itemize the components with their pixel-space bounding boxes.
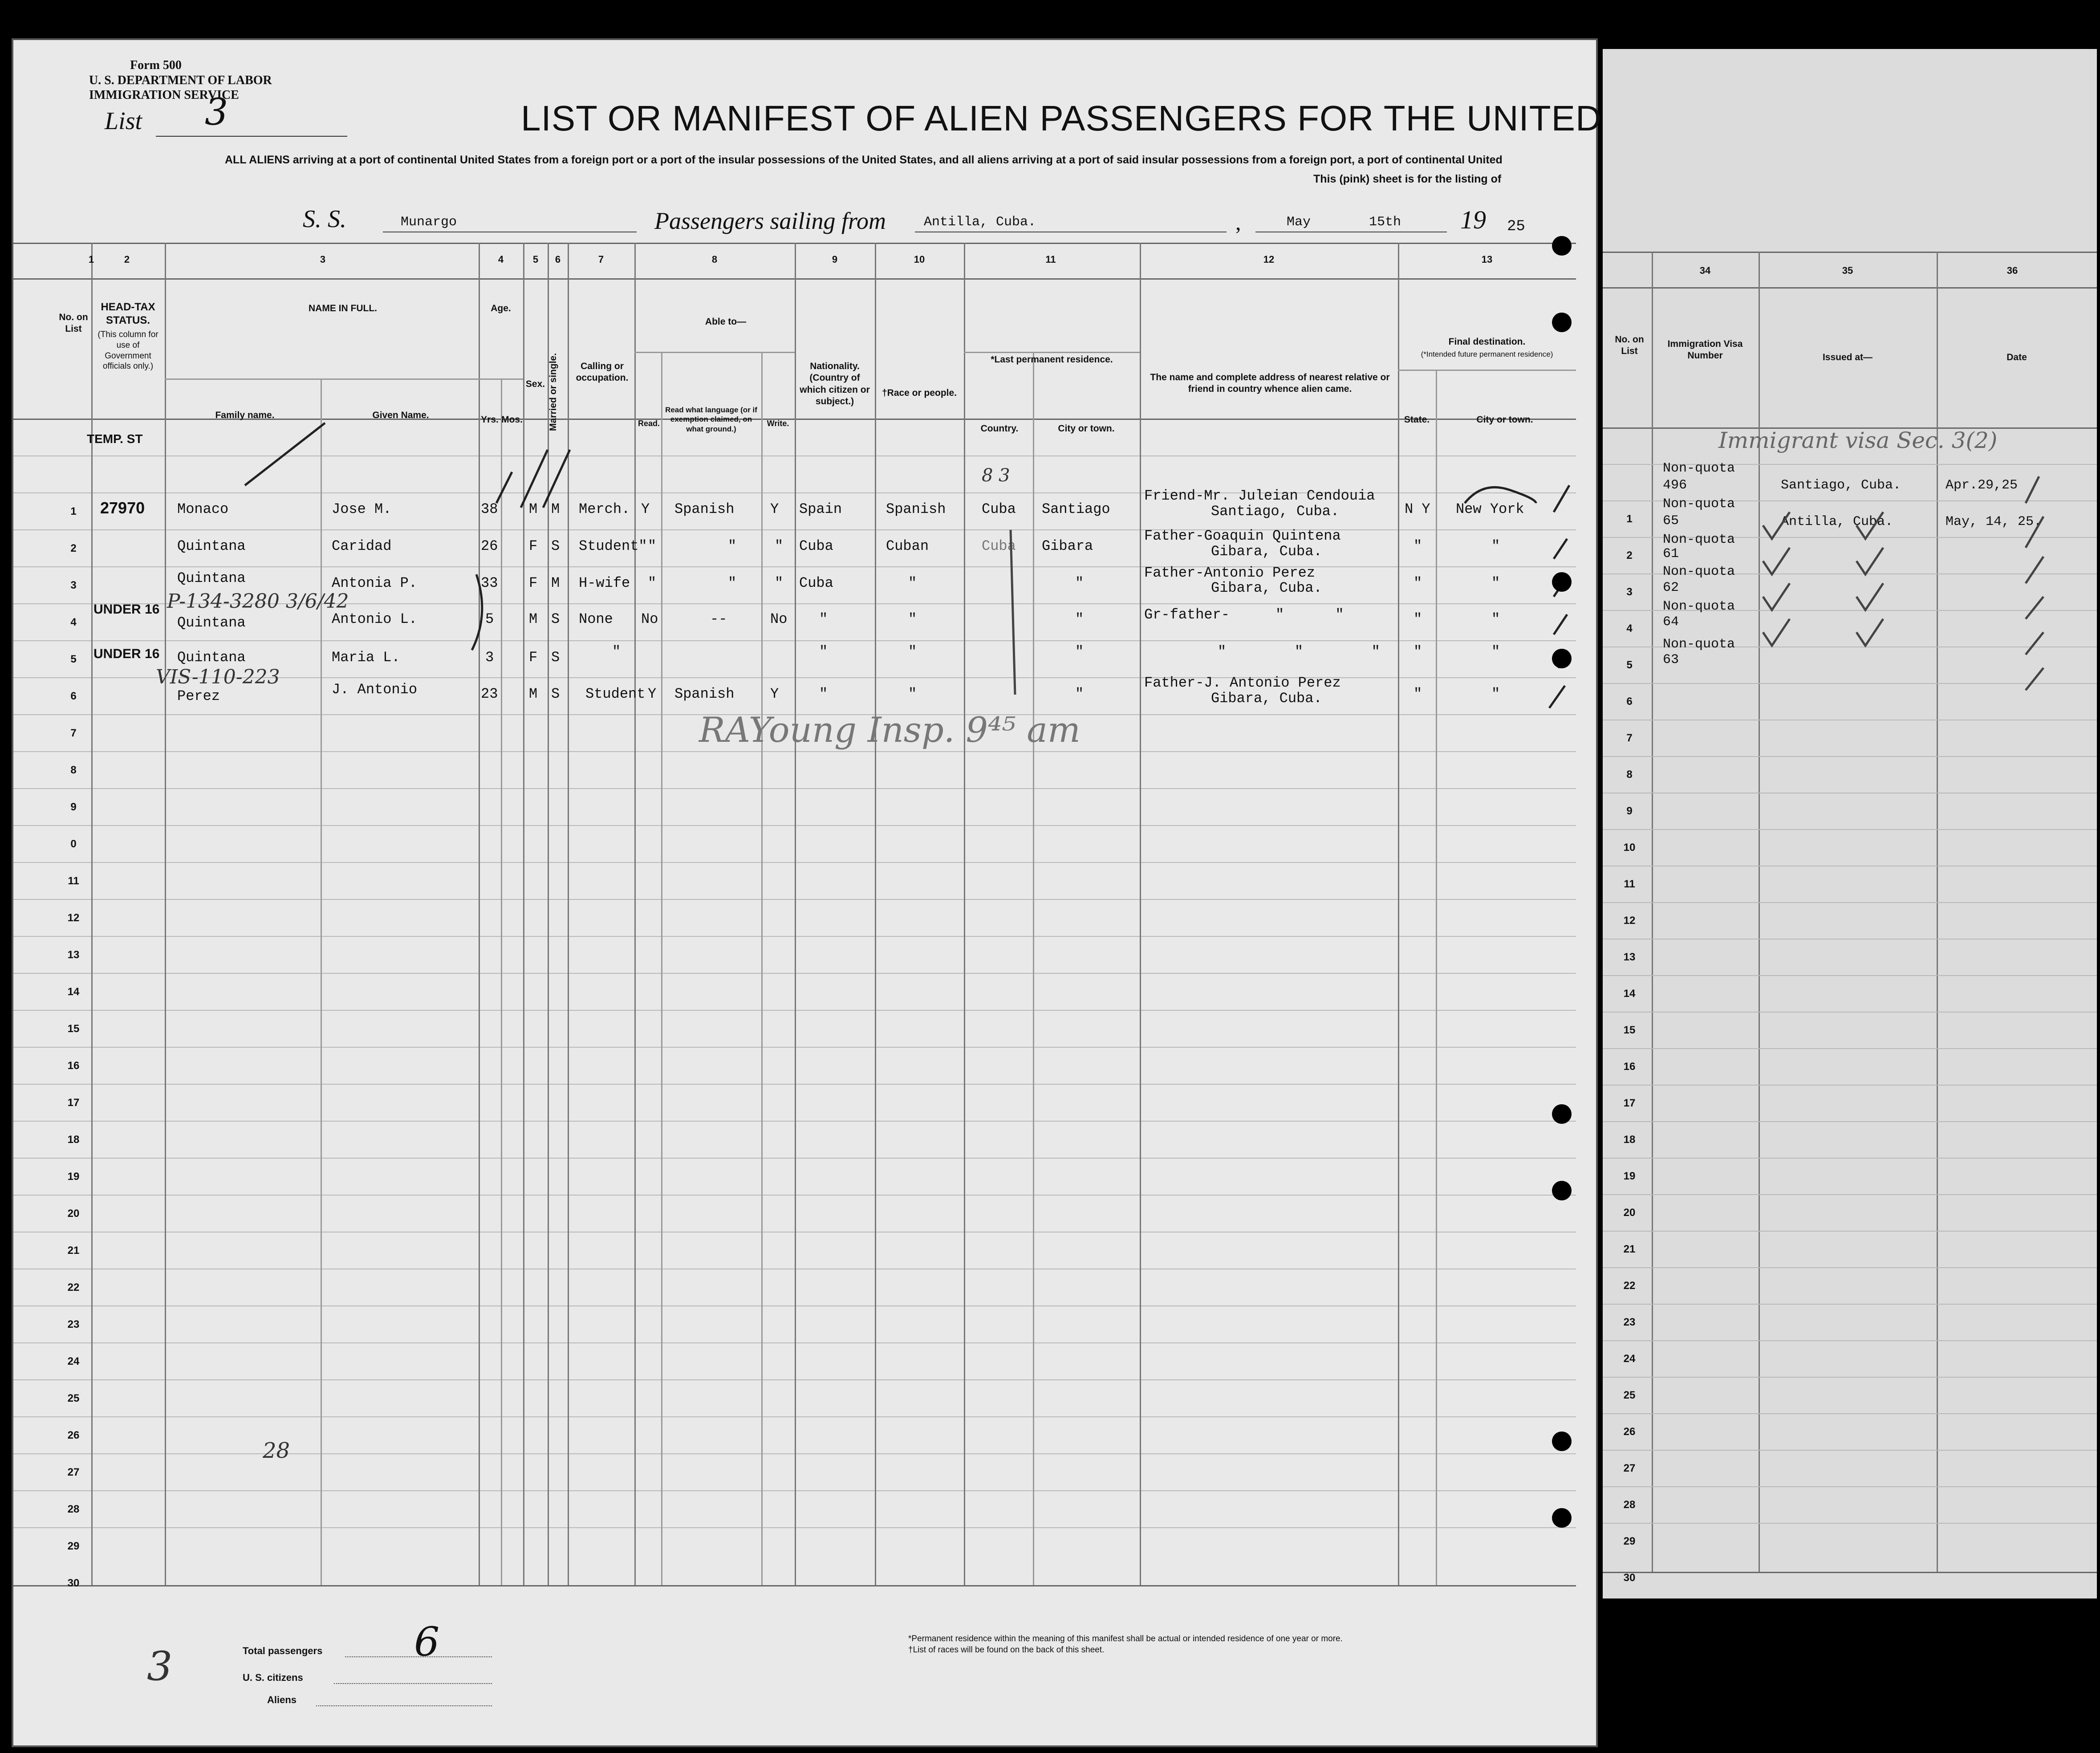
row-number: 30 (67, 1577, 80, 1589)
sex: F (529, 538, 538, 554)
header-no-on-list: No. on List (59, 312, 88, 334)
residence-city: Gibara (1042, 538, 1093, 554)
destination-city: " (1491, 611, 1500, 627)
visa-type: Non-quota (1663, 564, 1735, 579)
header-final-destination: Final destination. (1448, 337, 1526, 347)
occupation: Student (585, 686, 646, 702)
age-years: 5 (485, 611, 494, 627)
row-number: 27 (67, 1466, 80, 1478)
residence-city: " (1075, 575, 1084, 591)
us-citizens-label: U. S. citizens (243, 1672, 303, 1683)
age-years: 23 (481, 686, 498, 702)
visa-type: Non-quota (1663, 496, 1735, 512)
footnote-1: *Permanent residence within the meaning of this manifest shall be actual or intended residence of one year or more. (908, 1634, 1343, 1643)
row-number: 25 (67, 1392, 80, 1404)
header-mos: Mos. (501, 415, 523, 425)
header-family-name: Family name. (215, 410, 275, 420)
row-number: 12 (67, 912, 80, 924)
row-number: 13 (67, 949, 80, 961)
name-strike-line (245, 423, 325, 485)
relative-address: Gibara, Cuba. (1211, 690, 1322, 707)
header-read: Read. (638, 419, 660, 428)
age-years: 26 (481, 538, 498, 554)
header-read-language: Read what language (or if exemption claimed, on what ground.) (665, 406, 757, 433)
header-given-name: Given Name. (372, 410, 429, 420)
head-tax-number: 27970 (100, 499, 145, 517)
row-number: 25 (1623, 1389, 1636, 1401)
relative-name: Gr-father- (1144, 606, 1230, 623)
row-number: 29 (1623, 1535, 1636, 1547)
visa-number: 63 (1663, 652, 1679, 667)
row-number: 18 (67, 1134, 80, 1146)
race: " (908, 643, 917, 660)
visa-type: Non-quota (1663, 532, 1735, 547)
visa-sheet (1603, 49, 2097, 1598)
destination-city: " (1491, 538, 1500, 554)
header-city: City or town. (1058, 423, 1115, 434)
header-relative: The name and complete address of nearest relative or friend in country whence alien came. (1150, 372, 1390, 395)
row-number: 30 (1623, 1572, 1636, 1584)
header-name-in-full: NAME IN FULL. (309, 303, 377, 313)
destination-state: N Y (1405, 501, 1430, 517)
colnum-10: 10 (914, 254, 925, 265)
language: Spanish (674, 501, 735, 517)
header-state: State. (1404, 415, 1430, 425)
service: IMMIGRATION SERVICE (89, 88, 239, 102)
row-number: 3 (70, 579, 77, 591)
total-passengers-value: 6 (414, 1619, 440, 1665)
row-number: 22 (67, 1281, 80, 1293)
manifest-sheet (13, 40, 1602, 1745)
marital-status: M (551, 501, 560, 517)
visa-type: Non-quota (1663, 637, 1735, 652)
header-race: †Race or people. (881, 388, 957, 398)
row-number: 29 (67, 1540, 80, 1552)
header-able-to: Able to— (705, 317, 747, 327)
family-name: Quintana (177, 538, 246, 554)
temp-stamp: TEMP. ST (87, 432, 143, 446)
punch-hole (1552, 572, 1572, 592)
row-number: 19 (1623, 1170, 1636, 1182)
destination-city: New York (1456, 501, 1524, 517)
language: -- (710, 611, 727, 627)
row-number: 9 (70, 801, 77, 813)
can-write: Y (770, 501, 779, 517)
punch-hole (1552, 236, 1572, 256)
relative-address: Gibara, Cuba. (1211, 580, 1322, 596)
row-number: 11 (1624, 878, 1635, 890)
family-name: Monaco (177, 501, 229, 517)
visa-number: 64 (1663, 614, 1679, 630)
row-number: 22 (1623, 1280, 1636, 1292)
relative-address: Gibara, Cuba. (1211, 543, 1322, 560)
family-name: Quintana (177, 649, 246, 666)
can-read: No (641, 611, 658, 627)
header-country: Country. (980, 423, 1019, 434)
sex: M (529, 611, 538, 627)
aliens-line (316, 1705, 492, 1706)
marital-status: S (551, 611, 560, 627)
occupation: Student" (579, 538, 647, 554)
can-read: " (648, 575, 657, 591)
year-prefix: 19 (1460, 205, 1486, 234)
language: " (728, 575, 737, 591)
colnum-9: 9 (832, 254, 838, 265)
row-number: 23 (1623, 1316, 1636, 1328)
colnum-1: 1 (88, 254, 94, 265)
row-number: 13 (1623, 951, 1636, 963)
destination-city: " (1491, 575, 1500, 591)
row-number: 28 (1623, 1499, 1636, 1511)
row-number: 7 (1626, 732, 1633, 744)
visa-check-marks (1603, 49, 2097, 1598)
row-number: 24 (1623, 1353, 1636, 1365)
comma-1: , (1235, 210, 1241, 235)
row-number: 17 (67, 1097, 80, 1109)
departure-port: Antilla, Cuba. (924, 215, 1036, 230)
row-number: 10 (1623, 842, 1636, 854)
year-suffix: 25 (1507, 218, 1525, 235)
row-number: 11 (68, 875, 79, 887)
colnum-13: 13 (1481, 254, 1493, 265)
header-sex: Sex. (525, 379, 545, 389)
nationality: " (819, 643, 828, 660)
row-number: 21 (1623, 1243, 1636, 1255)
row-number: 12 (1623, 915, 1636, 927)
list-number: 3 (205, 91, 228, 134)
colnum-7: 7 (598, 254, 604, 265)
row-number: 4 (1626, 622, 1633, 634)
colnum-5: 5 (532, 254, 539, 265)
row-number: 20 (67, 1208, 80, 1220)
row-number: 26 (67, 1429, 80, 1441)
head-tax-status: UNDER 16 (93, 602, 160, 617)
handwritten-mark: 8 3 (982, 465, 1010, 486)
handwritten-number: 28 (263, 1438, 290, 1463)
sex: M (529, 501, 538, 517)
given-name: Antonio L. (332, 611, 418, 627)
row-number: 15 (1623, 1024, 1636, 1036)
age-years: 38 (481, 501, 498, 517)
family-name: Quintana (177, 570, 246, 586)
can-read: " (648, 538, 657, 554)
nationality: Spain (799, 501, 842, 517)
header-city-town: City or town. (1476, 415, 1533, 425)
sex: F (529, 575, 538, 591)
header-last-residence: *Last permanent residence. (991, 354, 1113, 365)
instructions-line-1: ALL ALIENS arriving at a port of continental United States from a foreign port or a port of the insular possessions of the United States, and all aliens arriving at a port of said insular possessions from a foreign port, a port of continental United (225, 154, 1503, 166)
colnum-34: 34 (1699, 265, 1711, 276)
row-number: 3 (1626, 586, 1633, 598)
race: Spanish (886, 501, 946, 517)
annotation-strokes (13, 40, 1596, 1745)
inspector-signature: RAYoung Insp. 9⁴⁵ am (699, 710, 1080, 750)
ss-label: S. S. (303, 205, 346, 233)
ship-name: Munargo (401, 215, 457, 230)
row-number: 8 (1626, 769, 1633, 781)
colnum-6: 6 (555, 254, 561, 265)
given-name: J. Antonio (332, 681, 418, 698)
sex: F (529, 649, 538, 666)
row-number: 21 (67, 1245, 80, 1257)
family-name: Quintana (177, 614, 246, 631)
destination-state: " (1414, 643, 1422, 660)
nationality: " (819, 611, 828, 627)
colnum-11: 11 (1045, 254, 1056, 265)
marital-status: S (551, 649, 560, 666)
header-yrs: Yrs. (481, 415, 499, 425)
can-write: Y (770, 686, 779, 702)
occupation: " (612, 643, 621, 660)
row-number: 18 (1623, 1134, 1636, 1146)
row-number: 16 (67, 1060, 80, 1072)
relative-name: Father-J. Antonio Perez (1144, 675, 1341, 691)
row-number: 8 (70, 764, 77, 776)
row-number: 9 (1626, 805, 1633, 817)
language: Spanish (674, 686, 735, 702)
row-number: 4 (70, 616, 77, 628)
header-calling: Calling or occupation. (576, 361, 629, 383)
can-write: No (770, 611, 788, 627)
colnum-12: 12 (1263, 254, 1275, 265)
row-number: 19 (67, 1171, 80, 1183)
department: U. S. DEPARTMENT OF LABOR (89, 73, 272, 87)
visa-issued-at: Santiago, Cuba. (1781, 478, 1901, 493)
manifest-title: LIST OR MANIFEST OF ALIEN PASSENGERS FOR THE UNITED (521, 98, 1602, 138)
can-write: " (775, 575, 784, 591)
residence-country: Cuba (982, 501, 1016, 517)
row-number: 16 (1623, 1061, 1636, 1073)
head-tax-status: UNDER 16 (93, 647, 160, 661)
row-number: 0 (70, 838, 77, 850)
visa-date: May, 14, 25. (1946, 514, 2042, 529)
marital-status: S (551, 538, 560, 554)
footnote-2: †List of races will be found on the back of this sheet. (908, 1645, 1105, 1655)
given-name: Jose M. (332, 501, 392, 517)
nationality: " (819, 686, 828, 702)
colnum-35: 35 (1842, 265, 1853, 276)
row-number: 2 (70, 542, 77, 554)
row-number: 23 (67, 1318, 80, 1330)
given-name: Antonia P. (332, 575, 418, 591)
can-write: " (775, 538, 784, 554)
header-nationality: Nationality. (Country of which citizen or subject.) (800, 361, 870, 407)
aliens-label: Aliens (267, 1694, 297, 1705)
residence-city: Santiago (1042, 501, 1110, 517)
colnum-4: 4 (498, 254, 504, 265)
visa-header-date: Date (2007, 352, 2027, 362)
can-read: Y (648, 686, 657, 702)
row-number: 1 (1626, 513, 1633, 525)
visa-date: Apr.29,25 (1946, 478, 2018, 493)
us-citizens-line (334, 1683, 492, 1684)
relative-name: Father-Goaquin Quintena (1144, 528, 1341, 544)
row-number: 14 (1623, 988, 1636, 1000)
relative-address: Santiago, Cuba. (1211, 503, 1340, 520)
row-number: 20 (1623, 1207, 1636, 1219)
relative-name: Friend-Mr. Juleian Cendouia (1144, 488, 1375, 504)
race: " (908, 575, 917, 591)
header-write: Write. (767, 419, 789, 428)
handwritten-reference-1: P-134-3280 3/6/42 (167, 590, 349, 613)
row-number: 28 (67, 1503, 80, 1515)
row-number: 5 (70, 653, 77, 665)
row-number: 27 (1623, 1462, 1636, 1474)
destination-city: " (1491, 686, 1500, 702)
given-name: Maria L. (332, 649, 400, 666)
visa-note: Immigrant visa Sec. 3(2) (1718, 427, 1998, 453)
race: Cuban (886, 538, 929, 554)
punch-hole (1552, 1508, 1572, 1528)
visa-type: Non-quota (1663, 461, 1735, 476)
destination-state: " (1414, 575, 1422, 591)
punch-hole (1552, 649, 1572, 668)
colnum-36: 36 (2007, 265, 2018, 276)
colnum-2: 2 (124, 254, 130, 265)
visa-number: 62 (1663, 580, 1679, 595)
instructions-line-2: This (pink) sheet is for the listing of (1313, 173, 1502, 185)
row-number: 2 (1626, 549, 1633, 561)
language: " (728, 538, 737, 554)
header-married: Married or single. (548, 353, 558, 431)
total-passengers-label: Total passengers (243, 1645, 323, 1656)
row-number: 14 (67, 986, 80, 998)
row-number: 6 (1626, 696, 1633, 708)
list-label: List (105, 107, 142, 135)
race: " (908, 686, 917, 702)
residence-city: " (1075, 611, 1084, 627)
visa-type: Non-quota (1663, 599, 1735, 614)
destination-state: " (1414, 538, 1422, 554)
residence-city: " (1075, 686, 1084, 702)
relative-ditto: " " (1275, 606, 1344, 623)
row-number: 17 (1623, 1097, 1636, 1109)
visa-number: 65 (1663, 513, 1679, 529)
relative-name: Father-Antonio Perez (1144, 565, 1316, 581)
row-number: 7 (70, 727, 77, 739)
row-number: 1 (70, 505, 77, 517)
punch-hole (1552, 1104, 1572, 1124)
punch-hole (1552, 1432, 1572, 1451)
nationality: Cuba (799, 538, 833, 554)
marital-status: S (551, 686, 560, 702)
row-number: 15 (67, 1023, 80, 1035)
row-number: 6 (70, 690, 77, 702)
occupation: None (579, 611, 613, 627)
destination-state: " (1414, 611, 1422, 627)
relative-name: " " " (1218, 643, 1380, 660)
row-number: 26 (1623, 1426, 1636, 1438)
race: " (908, 611, 917, 627)
form-number: Form 500 (130, 58, 182, 72)
destination-city: " (1491, 643, 1500, 660)
marital-status: M (551, 575, 560, 591)
punch-hole (1552, 313, 1572, 332)
sex: M (529, 686, 538, 702)
age-years: 33 (481, 575, 498, 591)
handwritten-reference-2: VIS-110-223 (156, 666, 280, 688)
margin-mark: 3 (147, 1643, 173, 1690)
nationality: Cuba (799, 575, 833, 591)
given-name: Caridad (332, 538, 392, 554)
residence-city: " (1075, 643, 1084, 660)
occupation: Merch. (579, 501, 630, 517)
header-final-note: (*Intended future permanent residence) (1421, 350, 1553, 358)
visa-number: 496 (1663, 478, 1687, 493)
visa-issued-at: Antilla, Cuba. (1781, 514, 1893, 529)
sailing-label: Passengers sailing from (654, 207, 886, 234)
row-number: 5 (1626, 659, 1633, 671)
row-number: 24 (67, 1355, 80, 1367)
header-age: Age. (491, 303, 511, 313)
header-head-tax: HEAD-TAX STATUS. (101, 301, 155, 326)
visa-number: 61 (1663, 546, 1679, 561)
colnum-3: 3 (320, 254, 326, 265)
destination-state: " (1414, 686, 1422, 702)
residence-country: Cuba (982, 538, 1016, 554)
age-years: 3 (485, 649, 494, 666)
colnum-8: 8 (711, 254, 718, 265)
sailing-month: May (1287, 215, 1311, 230)
sailing-day: 15th (1369, 215, 1401, 230)
visa-header-issued: Issued at— (1822, 352, 1873, 362)
family-name: Perez (177, 688, 220, 704)
visa-header-number: Immigration Visa Number (1667, 339, 1743, 361)
can-read: Y (641, 501, 650, 517)
visa-header-no-on-list: No. on List (1615, 334, 1644, 357)
occupation: H-wife (579, 575, 630, 591)
header-head-tax-note: (This column for use of Government officials only.) (97, 330, 158, 371)
punch-hole (1552, 1181, 1572, 1200)
